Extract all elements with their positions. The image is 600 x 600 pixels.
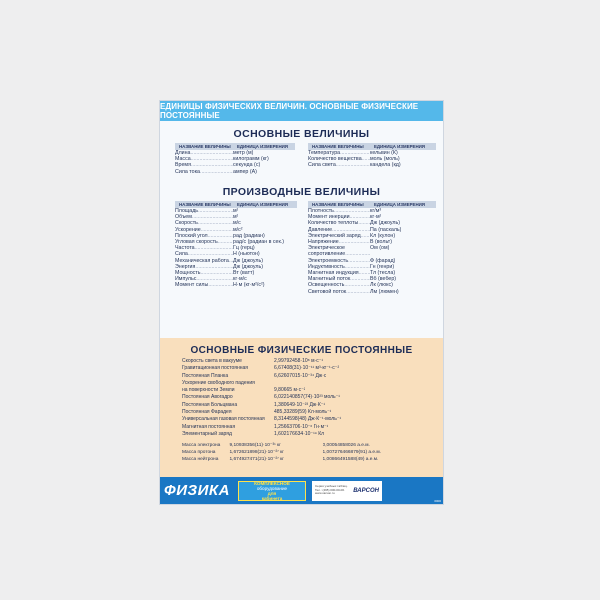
table-header: НАЗВАНИЕ ВЕЛИЧИНЫ ЕДИНИЦА ИЗМЕРЕНИЯ: [308, 143, 436, 150]
quantity-name: Сила света .....: [308, 162, 370, 168]
unit-name: В (вольт): [370, 239, 392, 246]
constant-name: Ускорение свободного падения: [182, 379, 255, 386]
quantity-name: Плоский угол .....: [175, 233, 233, 239]
promo-line-3: для: [267, 490, 277, 496]
table-row: [308, 289, 436, 295]
poster: [159, 100, 444, 505]
unit-name: Гн (генри): [370, 263, 395, 270]
unit-name: Н (ньютон): [233, 251, 260, 258]
quantity-name: Сила тока .....: [175, 169, 233, 175]
constant-name: на поверхности Земли: [182, 387, 235, 394]
unit-name: кг/м³: [370, 208, 382, 214]
constants-panel: [160, 338, 443, 479]
constant-name: Магнитная постоянная: [182, 423, 236, 430]
quantity-name: Магнитная индукция .....: [308, 270, 370, 276]
publisher-contact: Серия учебных таблиц. Тел.: (495) 000-00-00. www.varson.ru: [314, 484, 348, 496]
table-header: НАЗВАНИЕ ВЕЛИЧИНЫ ЕДИНИЦА ИЗМЕРЕНИЯ: [175, 143, 295, 150]
promo-badge: [238, 481, 306, 501]
constant-row: [182, 387, 422, 394]
unit-name: Па (паскаль): [370, 226, 402, 233]
table-body: [308, 208, 436, 295]
quantity-name: Давление .....: [308, 227, 370, 233]
constant-value: 2,99792458·10⁸ м·с⁻¹: [274, 358, 324, 364]
unit-name: м³: [233, 214, 239, 221]
quantity-name: Момент силы .....: [175, 282, 233, 288]
constant-value: 1,602176634·10⁻¹⁹ Кл: [274, 430, 325, 437]
table-body: [175, 208, 297, 289]
constant-value: 485,33289(59) Кл·моль⁻¹: [274, 409, 332, 416]
table-header: НАЗВАНИЕ ВЕЛИЧИНЫ ЕДИНИЦА ИЗМЕРЕНИЯ: [308, 201, 436, 208]
constant-value: 1,380649·10⁻²³ Дж·К⁻¹: [274, 401, 326, 408]
unit-name: Лм (люмен): [370, 288, 399, 295]
mass-kg: 1,672621898(21)·10⁻²⁷ кг: [229, 450, 285, 455]
unit-name: Дж (джоуль): [370, 220, 401, 227]
mass-amu: 1,007276466879(91) а.е.м.: [322, 450, 382, 455]
promo-line-2: оборудование: [256, 485, 288, 491]
basic-section-title: ОСНОВНЫЕ ВЕЛИЧИНЫ: [233, 128, 370, 140]
constant-row: [182, 365, 422, 372]
unit-name: кг·м/с: [233, 276, 247, 283]
quantity-name: Механическая работа .....: [175, 258, 233, 264]
quantity-name: Энергия .....: [175, 264, 233, 270]
constant-name: Постоянная Авогадро: [182, 394, 233, 401]
quantity-name: Масса .....: [175, 156, 233, 162]
quantity-name: Мощность .....: [175, 270, 233, 276]
particle-masses-list: [182, 442, 427, 463]
constant-name: Гравитационная постоянная: [182, 365, 249, 372]
publisher-logo: ВАРСОН: [353, 487, 379, 494]
constant-row: [182, 424, 422, 431]
derived-table-right: [308, 201, 436, 295]
quantity-name: Частота .....: [175, 245, 233, 251]
particle-name: Масса электрона: [182, 443, 221, 448]
quantity-name: Ускорение .....: [175, 227, 233, 233]
constant-row: [182, 416, 422, 423]
unit-name: метр (м): [233, 150, 254, 156]
unit-name: килограмм (кг): [233, 156, 269, 163]
constant-row: [182, 380, 422, 387]
unit-name: Кл (кулон): [370, 232, 396, 239]
promo-line-4: кабинета: [261, 495, 283, 501]
constant-name: Универсальная газовая постоянная: [182, 416, 265, 423]
quantity-name: Количество теплоты .....: [308, 220, 370, 226]
promo-line-1: КОМПЛЕКСНОЕ: [254, 480, 290, 486]
quantity-name: Скорость .....: [175, 220, 233, 226]
unit-name: ампер (А): [233, 168, 257, 175]
unit-name: Ф (фарад): [370, 257, 396, 264]
particle-name: Масса нейтрона: [182, 457, 219, 462]
constant-row: [182, 373, 422, 380]
unit-name: Дж (джоуль): [233, 257, 264, 264]
quantity-name: Угловая скорость .....: [175, 239, 233, 245]
unit-name: Тл (тесла): [370, 270, 396, 277]
quantity-name: Магнитный поток .....: [308, 276, 370, 282]
constant-value: 9,80665 м·с⁻²: [274, 387, 306, 394]
unit-name: Н·м (кг·м²/с²): [233, 282, 265, 289]
unit-name: Гц (герц): [233, 245, 255, 252]
mass-row: [182, 442, 427, 449]
quantity-name: Время .....: [175, 162, 233, 168]
mass-amu: 0,00054858026 а.е.м.: [322, 443, 370, 448]
unit-name: Вб (вебер): [370, 276, 397, 283]
constant-value: 6,022140857(74)·10²³ моль⁻¹: [274, 394, 340, 401]
table-header: НАЗВАНИЕ ВЕЛИЧИНЫ ЕДИНИЦА ИЗМЕРЕНИЯ: [175, 201, 297, 208]
mass-row: [182, 449, 427, 456]
unit-name: кг·м²: [370, 214, 382, 221]
table-row: [308, 245, 436, 257]
constants-section-title: ОСНОВНЫЕ ФИЗИЧЕСКИЕ ПОСТОЯННЫЕ: [190, 345, 413, 356]
constant-value: 6,67408(31)·10⁻¹¹ м³·кг⁻¹·с⁻²: [274, 365, 340, 372]
unit-name: Ом (ом): [370, 245, 390, 252]
basic-table-right: [308, 143, 436, 169]
unit-name: м/с: [233, 220, 241, 227]
constant-value: 8,3144598(48) Дж·К⁻¹·моль⁻¹: [274, 416, 342, 423]
quantity-name: Напряжение .....: [308, 239, 370, 245]
constant-name: Постоянная Больцмана: [182, 401, 238, 408]
constant-name: Постоянная Фарадея: [182, 409, 232, 416]
quantity-name: Площадь .....: [175, 208, 233, 214]
mass-amu: 1,00866491588(49) а.е.м.: [322, 457, 379, 462]
mass-kg: 9,10938356(11)·10⁻³¹ кг: [229, 443, 281, 448]
brand-title: ФИЗИКА: [164, 482, 230, 499]
unit-name: Лк (люкс): [370, 282, 393, 289]
constant-name: Элементарный заряд: [182, 430, 232, 437]
table-row: [175, 282, 297, 288]
constants-list: [182, 358, 422, 438]
constant-row: [182, 358, 422, 365]
quantity-name: Количество вещества .....: [308, 156, 370, 162]
constant-row: [182, 409, 422, 416]
constant-row: [182, 402, 422, 409]
quantity-name: Электроемкость .....: [308, 258, 370, 264]
table-body: [308, 150, 436, 169]
quantity-name: Индуктивность .....: [308, 264, 370, 270]
table-row: [175, 169, 295, 175]
quantity-name: Сила .....: [175, 251, 233, 257]
unit-name: рад/с (радиан в сек.): [233, 239, 285, 246]
constant-value: 6,62607015·10⁻³⁴ Дж·с: [274, 372, 327, 379]
quantity-name: Плотность .....: [308, 208, 370, 214]
unit-name: моль (моль): [370, 156, 400, 163]
unit-name: м²: [233, 208, 239, 214]
quantity-name: Температура .....: [308, 150, 370, 156]
unit-name: секунда (с): [233, 162, 261, 169]
poster-title: ЕДИНИЦЫ ФИЗИЧЕСКИХ ВЕЛИЧИН. ОСНОВНЫЕ ФИЗИЧЕСКИЕ ПОСТОЯННЫЕ: [160, 101, 443, 121]
mass-row: [182, 456, 427, 463]
quantity-name: Импульс .....: [175, 276, 233, 282]
unit-name: м/с²: [233, 226, 243, 233]
constant-row: [182, 431, 422, 438]
quantity-name: Объем .....: [175, 214, 233, 220]
particle-name: Масса протона: [182, 450, 216, 455]
mass-kg: 1,674927471(21)·10⁻²⁷ кг: [229, 457, 285, 462]
table-body: [175, 150, 295, 175]
quantity-name: Освещенность .....: [308, 282, 370, 288]
constant-name: Постоянная Планка: [182, 372, 229, 379]
table-row: [308, 162, 436, 168]
constant-name: Скорость света в вакууме: [182, 358, 242, 364]
quantity-name: Момент инерции .....: [308, 214, 370, 220]
constant-row: [182, 394, 422, 401]
publisher-info: [312, 481, 382, 501]
constant-value: 1,25663706·10⁻⁶ Гн·м⁻¹: [274, 423, 329, 430]
derived-table-left: [175, 201, 297, 289]
quantity-name: Световой поток .....: [308, 289, 370, 295]
unit-name: Вт (ватт): [233, 270, 255, 277]
unit-name: рад (радиан): [233, 232, 265, 239]
basic-table-left: [175, 143, 295, 175]
catalog-code: 0000: [434, 499, 441, 503]
quantity-name: Длина .....: [175, 150, 233, 156]
unit-name: кельвин (К): [370, 150, 398, 156]
unit-name: кандела (кд): [370, 162, 401, 169]
unit-name: Дж (джоуль): [233, 263, 264, 270]
quantity-name: Электрический заряд .....: [308, 233, 370, 239]
quantity-name: Электрическое сопротивление .....: [308, 245, 370, 257]
derived-section-title: ПРОИЗВОДНЫЕ ВЕЛИЧИНЫ: [222, 186, 381, 198]
footer-bar: [160, 477, 443, 504]
